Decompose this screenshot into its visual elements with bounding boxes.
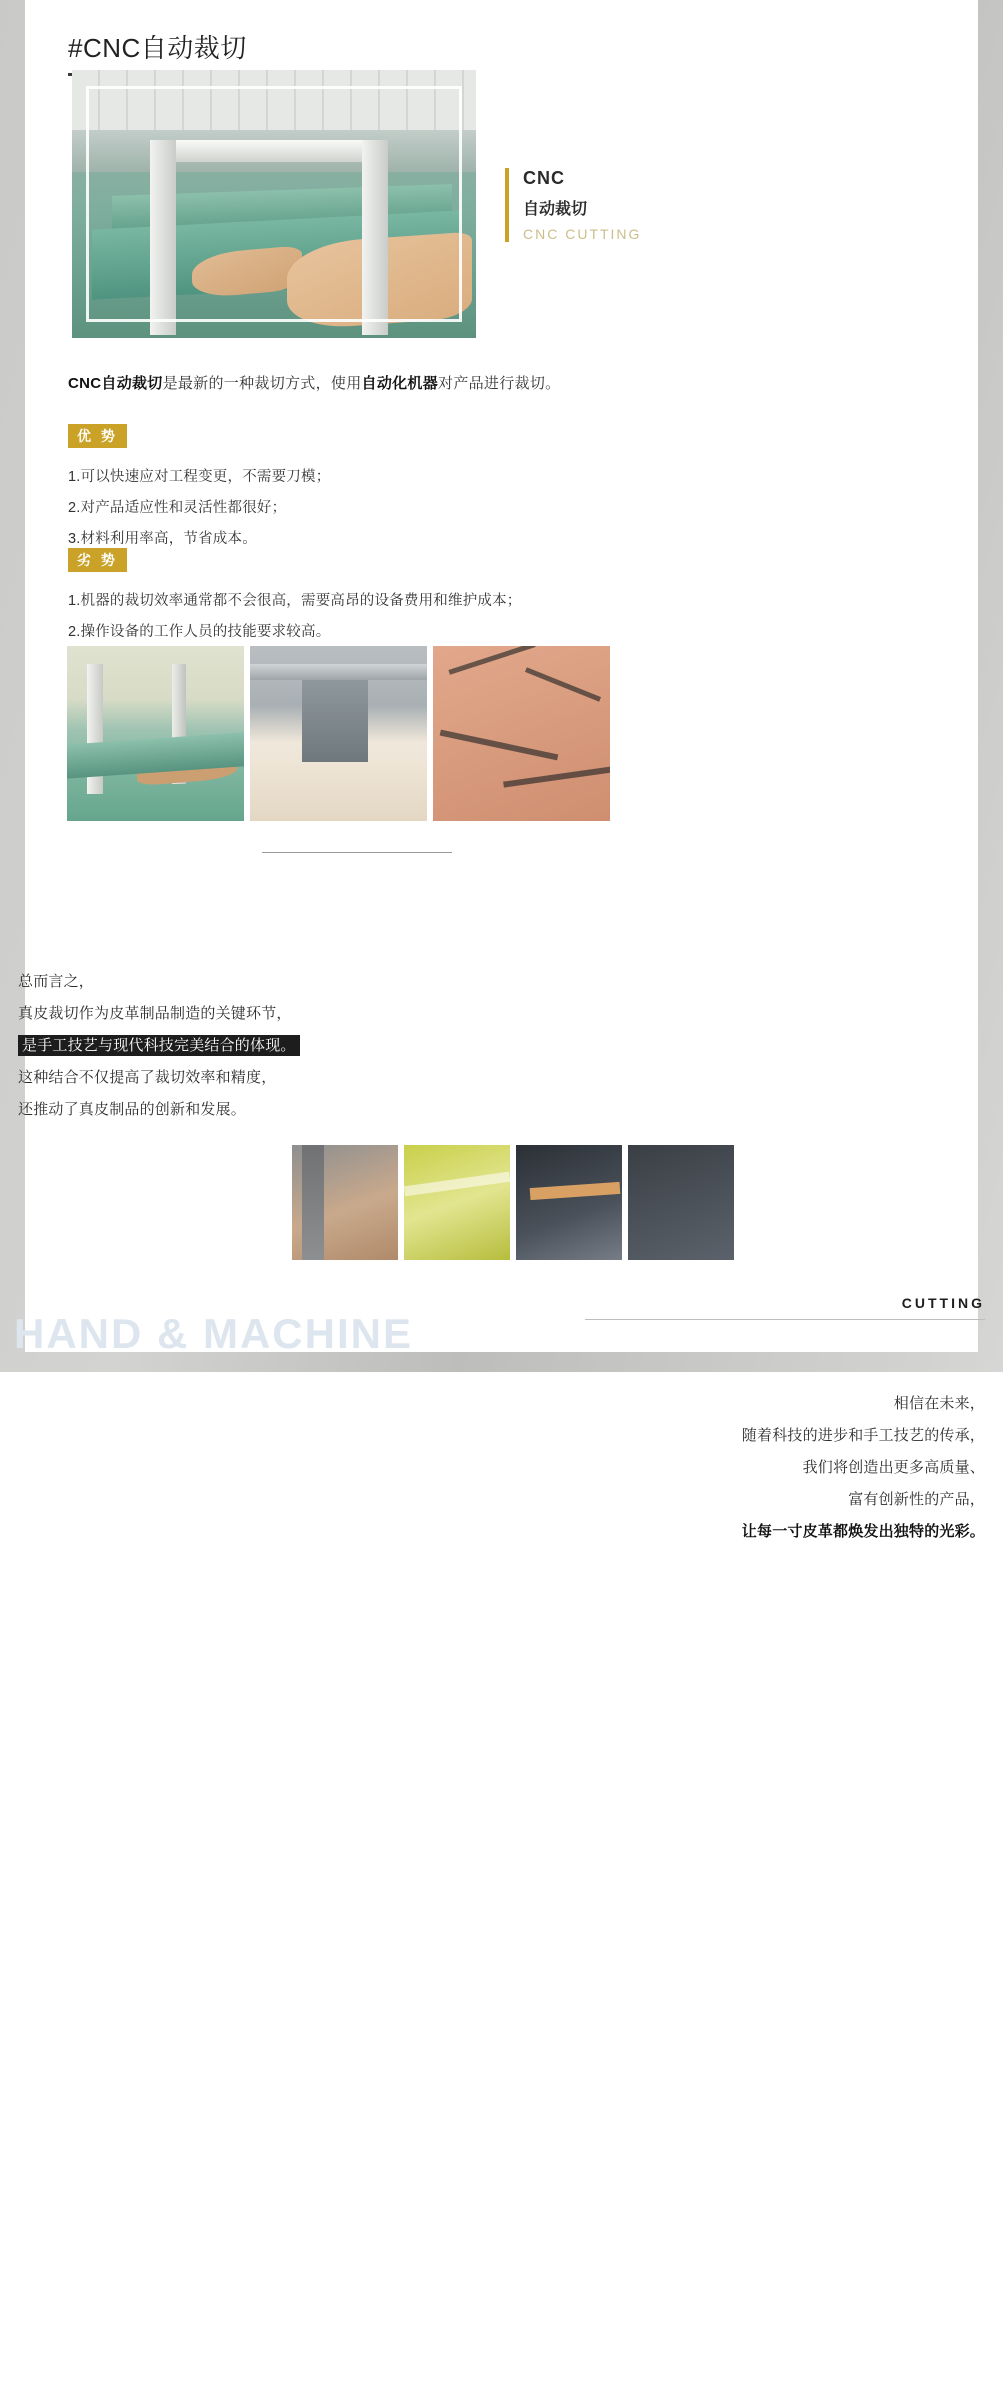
list-item: 1.机器的裁切效率通常都不会很高，需要高昂的设备费用和维护成本； bbox=[68, 593, 522, 609]
disadvantages-list bbox=[68, 586, 522, 648]
gallery-machine-arm-secondary bbox=[172, 664, 186, 784]
lead-middle: 是最新的一种裁切方式，使用 bbox=[162, 375, 362, 392]
gallery-cut-line bbox=[525, 667, 601, 702]
lead-bold-term: CNC自动裁切 bbox=[68, 375, 163, 392]
footer-rule bbox=[585, 1319, 985, 1320]
closing-line: 我们将创造出更多高质量、 bbox=[802, 1459, 985, 1476]
closing-line: 随着科技的进步和手工技艺的传承， bbox=[741, 1427, 985, 1444]
summary-paragraph bbox=[18, 966, 300, 1126]
gallery-cutter-head bbox=[302, 680, 368, 762]
hero-caption-line-3: CNC CUTTING bbox=[523, 226, 642, 242]
gallery-photo-cut-pieces bbox=[433, 646, 610, 821]
advantages-tag: 优 势 bbox=[68, 424, 127, 448]
gallery-bed bbox=[250, 759, 427, 821]
summary-highlight-row bbox=[18, 1030, 300, 1062]
list-item: 2.对产品适应性和灵活性都很好； bbox=[68, 500, 287, 516]
hero-caption-line-1: CNC bbox=[523, 168, 565, 188]
summary-line: 真皮裁切作为皮革制品制造的关键环节， bbox=[18, 1005, 292, 1022]
gallery-cut-line bbox=[440, 730, 559, 761]
gallery-rail bbox=[250, 664, 427, 680]
closing-paragraph bbox=[742, 1388, 985, 1548]
strip-photo-dark-leather bbox=[628, 1145, 734, 1260]
section-divider bbox=[262, 852, 452, 853]
advantages-block bbox=[68, 424, 330, 555]
lead-paragraph bbox=[68, 372, 560, 393]
strip-gallery bbox=[292, 1145, 734, 1260]
lead-tail: 对产品进行裁切。 bbox=[438, 375, 561, 392]
disadvantages-tag: 劣 势 bbox=[68, 548, 127, 572]
summary-line: 这种结合不仅提高了裁切效率和精度， bbox=[18, 1069, 277, 1086]
footer-cutting-text: CUTTING bbox=[901, 1295, 985, 1311]
disadvantages-block bbox=[68, 548, 522, 648]
strip-photo-stacked-belts bbox=[516, 1145, 622, 1260]
hero-image-cnc-machine bbox=[72, 70, 476, 338]
gallery-cut-line bbox=[503, 766, 610, 787]
strip-photo-yellow-straps bbox=[404, 1145, 510, 1260]
gallery-leather-hide bbox=[137, 752, 237, 787]
summary-line: 总而言之， bbox=[18, 973, 95, 990]
strip-photo-leather-rolls bbox=[292, 1145, 398, 1260]
footer-cutting-label bbox=[585, 1295, 985, 1320]
gallery-machine-arm bbox=[87, 664, 103, 794]
footer-watermark-text: HAND & MACHINE bbox=[14, 1310, 413, 1357]
list-item: 3.材料利用率高，节省成本。 bbox=[68, 531, 257, 547]
hero-white-frame bbox=[86, 86, 462, 322]
closing-line: 富有创新性的产品， bbox=[848, 1491, 985, 1508]
gallery-photo-cutting-head bbox=[250, 646, 427, 821]
gallery-three-photos bbox=[67, 646, 610, 821]
advantages-list bbox=[68, 462, 330, 555]
hero-caption-line-2: 自动裁切 bbox=[523, 201, 588, 218]
hero-caption bbox=[505, 168, 641, 242]
summary-line: 还推动了真皮制品的创新和发展。 bbox=[18, 1101, 247, 1118]
lead-bold-term-2: 自动化机器 bbox=[361, 375, 439, 392]
gallery-photo-cnc-table bbox=[67, 646, 244, 821]
gallery-cut-line bbox=[448, 646, 535, 675]
list-item: 2.操作设备的工作人员的技能要求较高。 bbox=[68, 624, 331, 640]
page-title: #CNC自动裁切 bbox=[68, 28, 247, 76]
summary-highlight: 是手工技艺与现代科技完美结合的体现。 bbox=[18, 1035, 300, 1056]
closing-line: 相信在未来， bbox=[893, 1395, 985, 1412]
list-item: 1.可以快速应对工程变更，不需要刀模； bbox=[68, 469, 331, 485]
closing-line-emphasis: 让每一寸皮革都焕发出独特的光彩。 bbox=[741, 1523, 985, 1540]
